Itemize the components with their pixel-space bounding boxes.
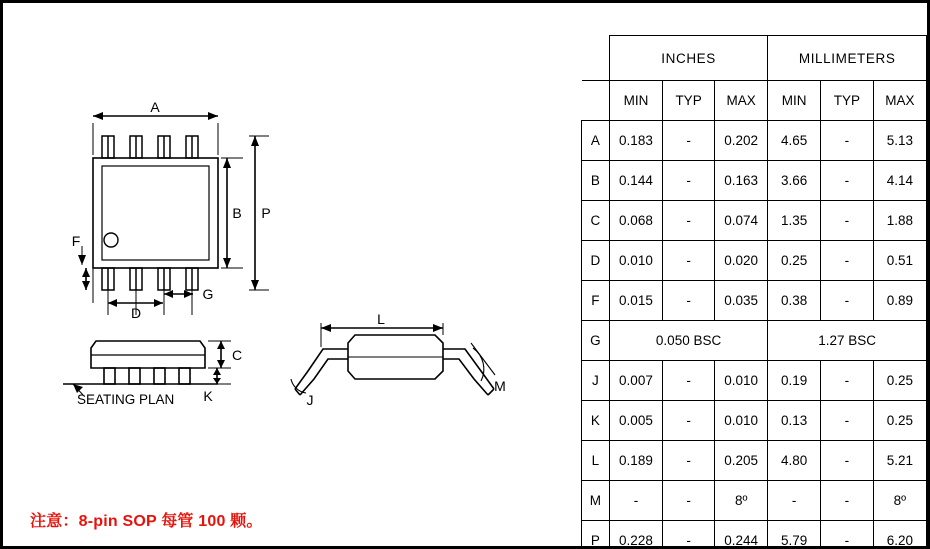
table-cell: 0.189 (609, 441, 662, 481)
table-row (582, 281, 927, 321)
table-cell: 0.144 (609, 161, 662, 201)
table-cell: - (821, 161, 874, 201)
dim-label-j: J (306, 392, 314, 408)
table-row-dim-label: K (582, 401, 610, 441)
dim-label-b: B (232, 205, 242, 221)
table-cell: 0.010 (609, 241, 662, 281)
table-cell-millimeters-merged: 1.27 BSC (768, 321, 927, 361)
table-cell: - (821, 201, 874, 241)
table-row-dim-label: F (582, 281, 610, 321)
table-group-header-row (582, 36, 927, 81)
table-col-header-mm-typ: TYP (821, 81, 874, 121)
table-cell: 8º (715, 481, 768, 521)
table-row (582, 521, 927, 549)
table-row-dim-label: A (582, 121, 610, 161)
dim-label-k: K (203, 388, 213, 404)
end-view (291, 311, 506, 408)
table-cell: - (821, 241, 874, 281)
table-row-dim-label: D (582, 241, 610, 281)
table-row-dim-label: L (582, 441, 610, 481)
table-row-dim-label: C (582, 201, 610, 241)
table-cell: 0.205 (715, 441, 768, 481)
table-row (582, 121, 927, 161)
table-cell: 4.14 (873, 161, 926, 201)
table-cell: 5.13 (873, 121, 926, 161)
table-cell: 0.25 (768, 241, 821, 281)
table-col-header-dim (582, 81, 610, 121)
table-cell: - (663, 241, 715, 281)
table-cell-inches-merged: 0.050 BSC (609, 321, 767, 361)
table-row (582, 441, 927, 481)
table-row (582, 481, 927, 521)
side-view (63, 341, 242, 407)
seating-plane-label: SEATING PLAN (77, 392, 175, 407)
table-cell: 0.163 (715, 161, 768, 201)
table-cell: 0.13 (768, 401, 821, 441)
table-cell: 0.244 (715, 521, 768, 549)
dimension-table-container (581, 35, 927, 549)
dimension-table-body (582, 121, 927, 549)
dim-label-p: P (261, 205, 271, 221)
table-cell: 0.015 (609, 281, 662, 321)
table-cell: - (663, 201, 715, 241)
dim-label-l: L (377, 311, 385, 327)
table-cell: 0.183 (609, 121, 662, 161)
table-cell: - (609, 481, 662, 521)
dim-label-c: C (231, 347, 243, 363)
table-corner-cell (582, 36, 610, 81)
table-cell: 0.25 (873, 401, 926, 441)
table-row (582, 401, 927, 441)
table-cell: 0.19 (768, 361, 821, 401)
table-cell: - (663, 481, 715, 521)
table-cell: 0.020 (715, 241, 768, 281)
top-view (72, 99, 271, 321)
table-cell: 4.65 (768, 121, 821, 161)
table-cell: - (821, 481, 874, 521)
table-row (582, 241, 927, 281)
table-cell: 1.35 (768, 201, 821, 241)
package-drawing (3, 3, 578, 549)
table-row-dim-label: B (582, 161, 610, 201)
table-cell: - (821, 441, 874, 481)
table-cell: - (663, 361, 715, 401)
table-cell: - (663, 401, 715, 441)
table-cell: - (663, 161, 715, 201)
table-cell: - (663, 441, 715, 481)
table-cell: 0.010 (715, 361, 768, 401)
table-cell: 5.79 (768, 521, 821, 549)
table-cell: - (663, 521, 715, 549)
table-row-dim-label: P (582, 521, 610, 549)
dim-label-m: M (494, 378, 506, 394)
table-cell: - (821, 401, 874, 441)
table-col-header-inch-max: MAX (715, 81, 768, 121)
table-cell: 0.89 (873, 281, 926, 321)
table-row (582, 201, 927, 241)
table-cell: 0.51 (873, 241, 926, 281)
table-cell: - (821, 361, 874, 401)
table-row (582, 321, 927, 361)
table-col-header-mm-min: MIN (768, 81, 821, 121)
table-cell: 5.21 (873, 441, 926, 481)
table-row-dim-label: G (582, 321, 610, 361)
dimension-table (581, 35, 927, 549)
table-group-header-millimeters: MILLIMETERS (768, 36, 927, 81)
table-cell: - (821, 281, 874, 321)
dim-label-a: A (150, 99, 160, 115)
table-cell: - (768, 481, 821, 521)
table-cell: 0.010 (715, 401, 768, 441)
table-cell: 3.66 (768, 161, 821, 201)
dim-label-d: D (130, 305, 142, 321)
table-col-header-inch-min: MIN (609, 81, 662, 121)
table-cell: - (663, 121, 715, 161)
table-cell: 0.38 (768, 281, 821, 321)
table-cell: - (821, 521, 874, 549)
table-cell: 0.035 (715, 281, 768, 321)
dim-label-g: G (202, 286, 214, 302)
table-row (582, 361, 927, 401)
table-cell: - (821, 121, 874, 161)
table-col-header-inch-typ: TYP (663, 81, 715, 121)
table-row-dim-label: M (582, 481, 610, 521)
table-row (582, 161, 927, 201)
table-col-header-mm-max: MAX (873, 81, 926, 121)
table-group-header-inches: INCHES (609, 36, 767, 81)
table-cell: 0.074 (715, 201, 768, 241)
table-cell: 0.007 (609, 361, 662, 401)
table-cell: 0.068 (609, 201, 662, 241)
table-cell: 0.202 (715, 121, 768, 161)
table-cell: 6.20 (873, 521, 926, 549)
table-cell: 1.88 (873, 201, 926, 241)
table-cell: - (663, 281, 715, 321)
note-text: 注意：8-pin SOP 每管 100 颗。 (30, 513, 263, 530)
table-cell: 0.228 (609, 521, 662, 549)
table-cell: 4.80 (768, 441, 821, 481)
dim-label-f: F (71, 233, 81, 249)
table-cell: 0.25 (873, 361, 926, 401)
table-cell: 0.005 (609, 401, 662, 441)
table-column-header-row (582, 81, 927, 121)
table-row-dim-label: J (582, 361, 610, 401)
table-cell: 8º (873, 481, 926, 521)
